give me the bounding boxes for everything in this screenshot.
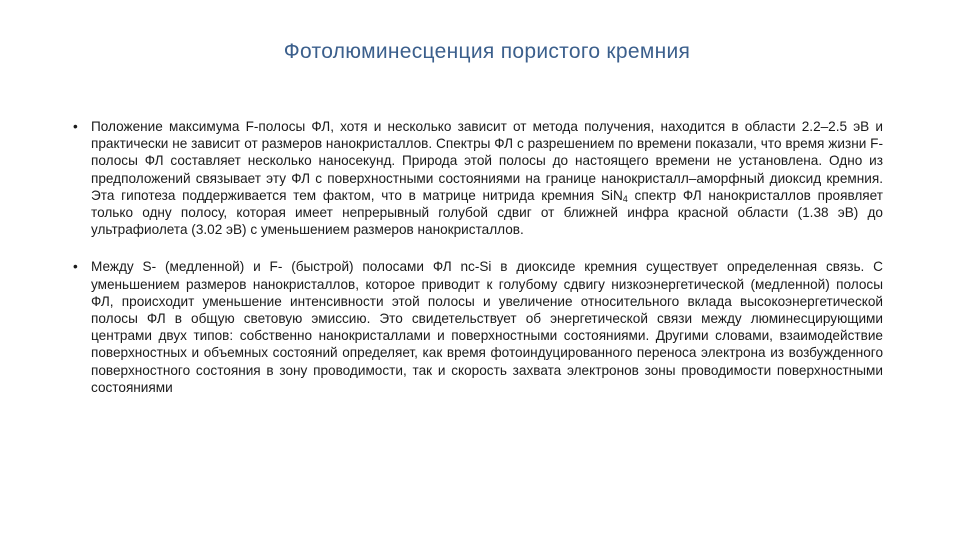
bullet-2-text: Между S- (медленной) и F- (быстрой) полосами ФЛ nc-Si в диоксиде кремния существует определенная связь. С уменьшением размеров нанокристаллов, которое приводит к голубому сдвигу низкоэнергетической (медленной) полосы ФЛ, происходит уменьшение интенсивности этой полосы и увеличение относительного вклада высокоэнергетической полосы ФЛ в общую световую эмиссию. Это свидетельствует об энергетической связи между люминесцирующими центрами двух типов: собственно нанокристаллами и поверхностными состояниями. Другими словами, взаимодействие поверхностных и объемных состояний определяет, как время фотоиндуцированного переноса электрона из возбужденного поверхностного состояния в зону проводимости, так и скорость захвата электронов зоны проводимости поверхностными состояниями bbox=[91, 259, 883, 395]
bullet-item-2 bbox=[73, 258, 883, 396]
bullet-1-text-part-1: Положение максимума F-полосы ФЛ, хотя и несколько зависит от метода получения, находится в области 2.2–2.5 эВ и практически не зависит от размеров нанокристаллов. Спектры ФЛ с разрешением по времени показали, что время жизни F-полосы ФЛ составляет несколько наносекунд. Природа этой полосы до настоящего времени не установлена. Одно из предположений связывает эту ФЛ с поверхностными состояниями на границе нанокристалл–аморфный диоксид кремния. Эта гипотеза поддерживается тем фактом, что в матрице нитрида кремния SiN bbox=[91, 119, 883, 203]
bullet-marker-1: • bbox=[73, 119, 78, 134]
bullet-1-text-part-2: спектр ФЛ нанокристаллов проявляет только одну полосу, которая имеет непрерывный голубой сдвиг от ближней инфра красной области (1.38 эВ) до ультрафиолета (3.02 эВ) с уменьшением размеров нанокристаллов. bbox=[91, 187, 883, 238]
subscript-4: 4 bbox=[622, 193, 628, 204]
bullet-marker-2: • bbox=[73, 259, 78, 275]
bullet-list bbox=[73, 118, 883, 396]
bullet-item-1 bbox=[73, 118, 883, 238]
slide-title: Фотолюминесценция пористого кремния bbox=[283, 40, 691, 63]
